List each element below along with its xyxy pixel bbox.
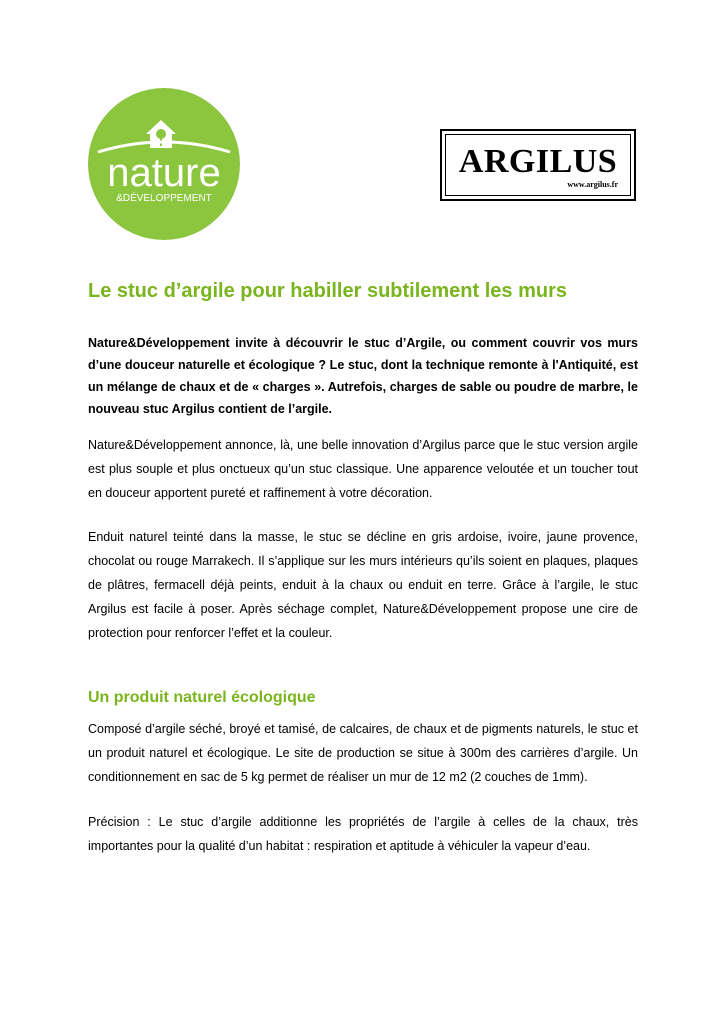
argilus-url: www.argilus.fr bbox=[567, 180, 618, 189]
section-paragraph-2: Précision : Le stuc d’argile additionne les propriétés de l’argile à celles de la chaux, très importantes pour la qualité d’un habitat : respiration et aptitude à véhiculer la vapeur d’eau. bbox=[88, 815, 638, 853]
argilus-wordmark: ARGILUS bbox=[458, 143, 618, 180]
section-heading: Un produit naturel écologique bbox=[88, 689, 316, 706]
nature-developpement-logo bbox=[88, 88, 240, 240]
section-paragraph-1: Composé d’argile séché, broyé et tamisé, de calcaires, de chaux et de pigments naturels, le stuc et un produit naturel et écologique. Le site de production se situe à 300m des carrières d’argile. Un conditionnement en sac de 5 kg permet de réaliser un mur de 12 m2 (2 couches de 1mm). bbox=[88, 722, 638, 784]
body-paragraph-2: Enduit naturel teinté dans la masse, le stuc se décline en gris ardoise, ivoire, jaune provence, chocolat ou rouge Marrakech. Il s’applique sur les murs intérieurs qu’ils soient en plaques, plaques de plâtres, fermacell déjà peints, enduit à la chaux ou enduit en terre. Grâce à l’argile, le stuc Argilus est facile à poser. Après séchage complet, Nature&Développement propose une cire de protection pour renforcer l’effet et la couleur. bbox=[88, 530, 638, 640]
svg-text:nature: nature bbox=[107, 151, 221, 195]
body-paragraph-1: Nature&Développement annonce, là, une belle innovation d’Argilus parce que le stuc version argile est plus souple et plus onctueux qu’un stuc classique. Une apparence veloutée et un toucher tout en douceur apportent pureté et raffinement à votre décoration. bbox=[88, 438, 638, 500]
argilus-logo bbox=[440, 129, 636, 201]
page-title: Le stuc d’argile pour habiller subtilement les murs bbox=[88, 280, 568, 302]
svg-text:&DÉVELOPPEMENT: &DÉVELOPPEMENT bbox=[116, 193, 212, 204]
intro-paragraph: Nature&Développement invite à découvrir le stuc d’Argile, ou comment couvrir vos murs d’une douceur naturelle et écologique ? Le stuc, dont la technique remonte à l'Antiquité, est un mélange de chaux et de « charges ». Autrefois, charges de sable ou poudre de marbre, le nouveau stuc Argilus contient de l’argile. bbox=[88, 336, 638, 416]
